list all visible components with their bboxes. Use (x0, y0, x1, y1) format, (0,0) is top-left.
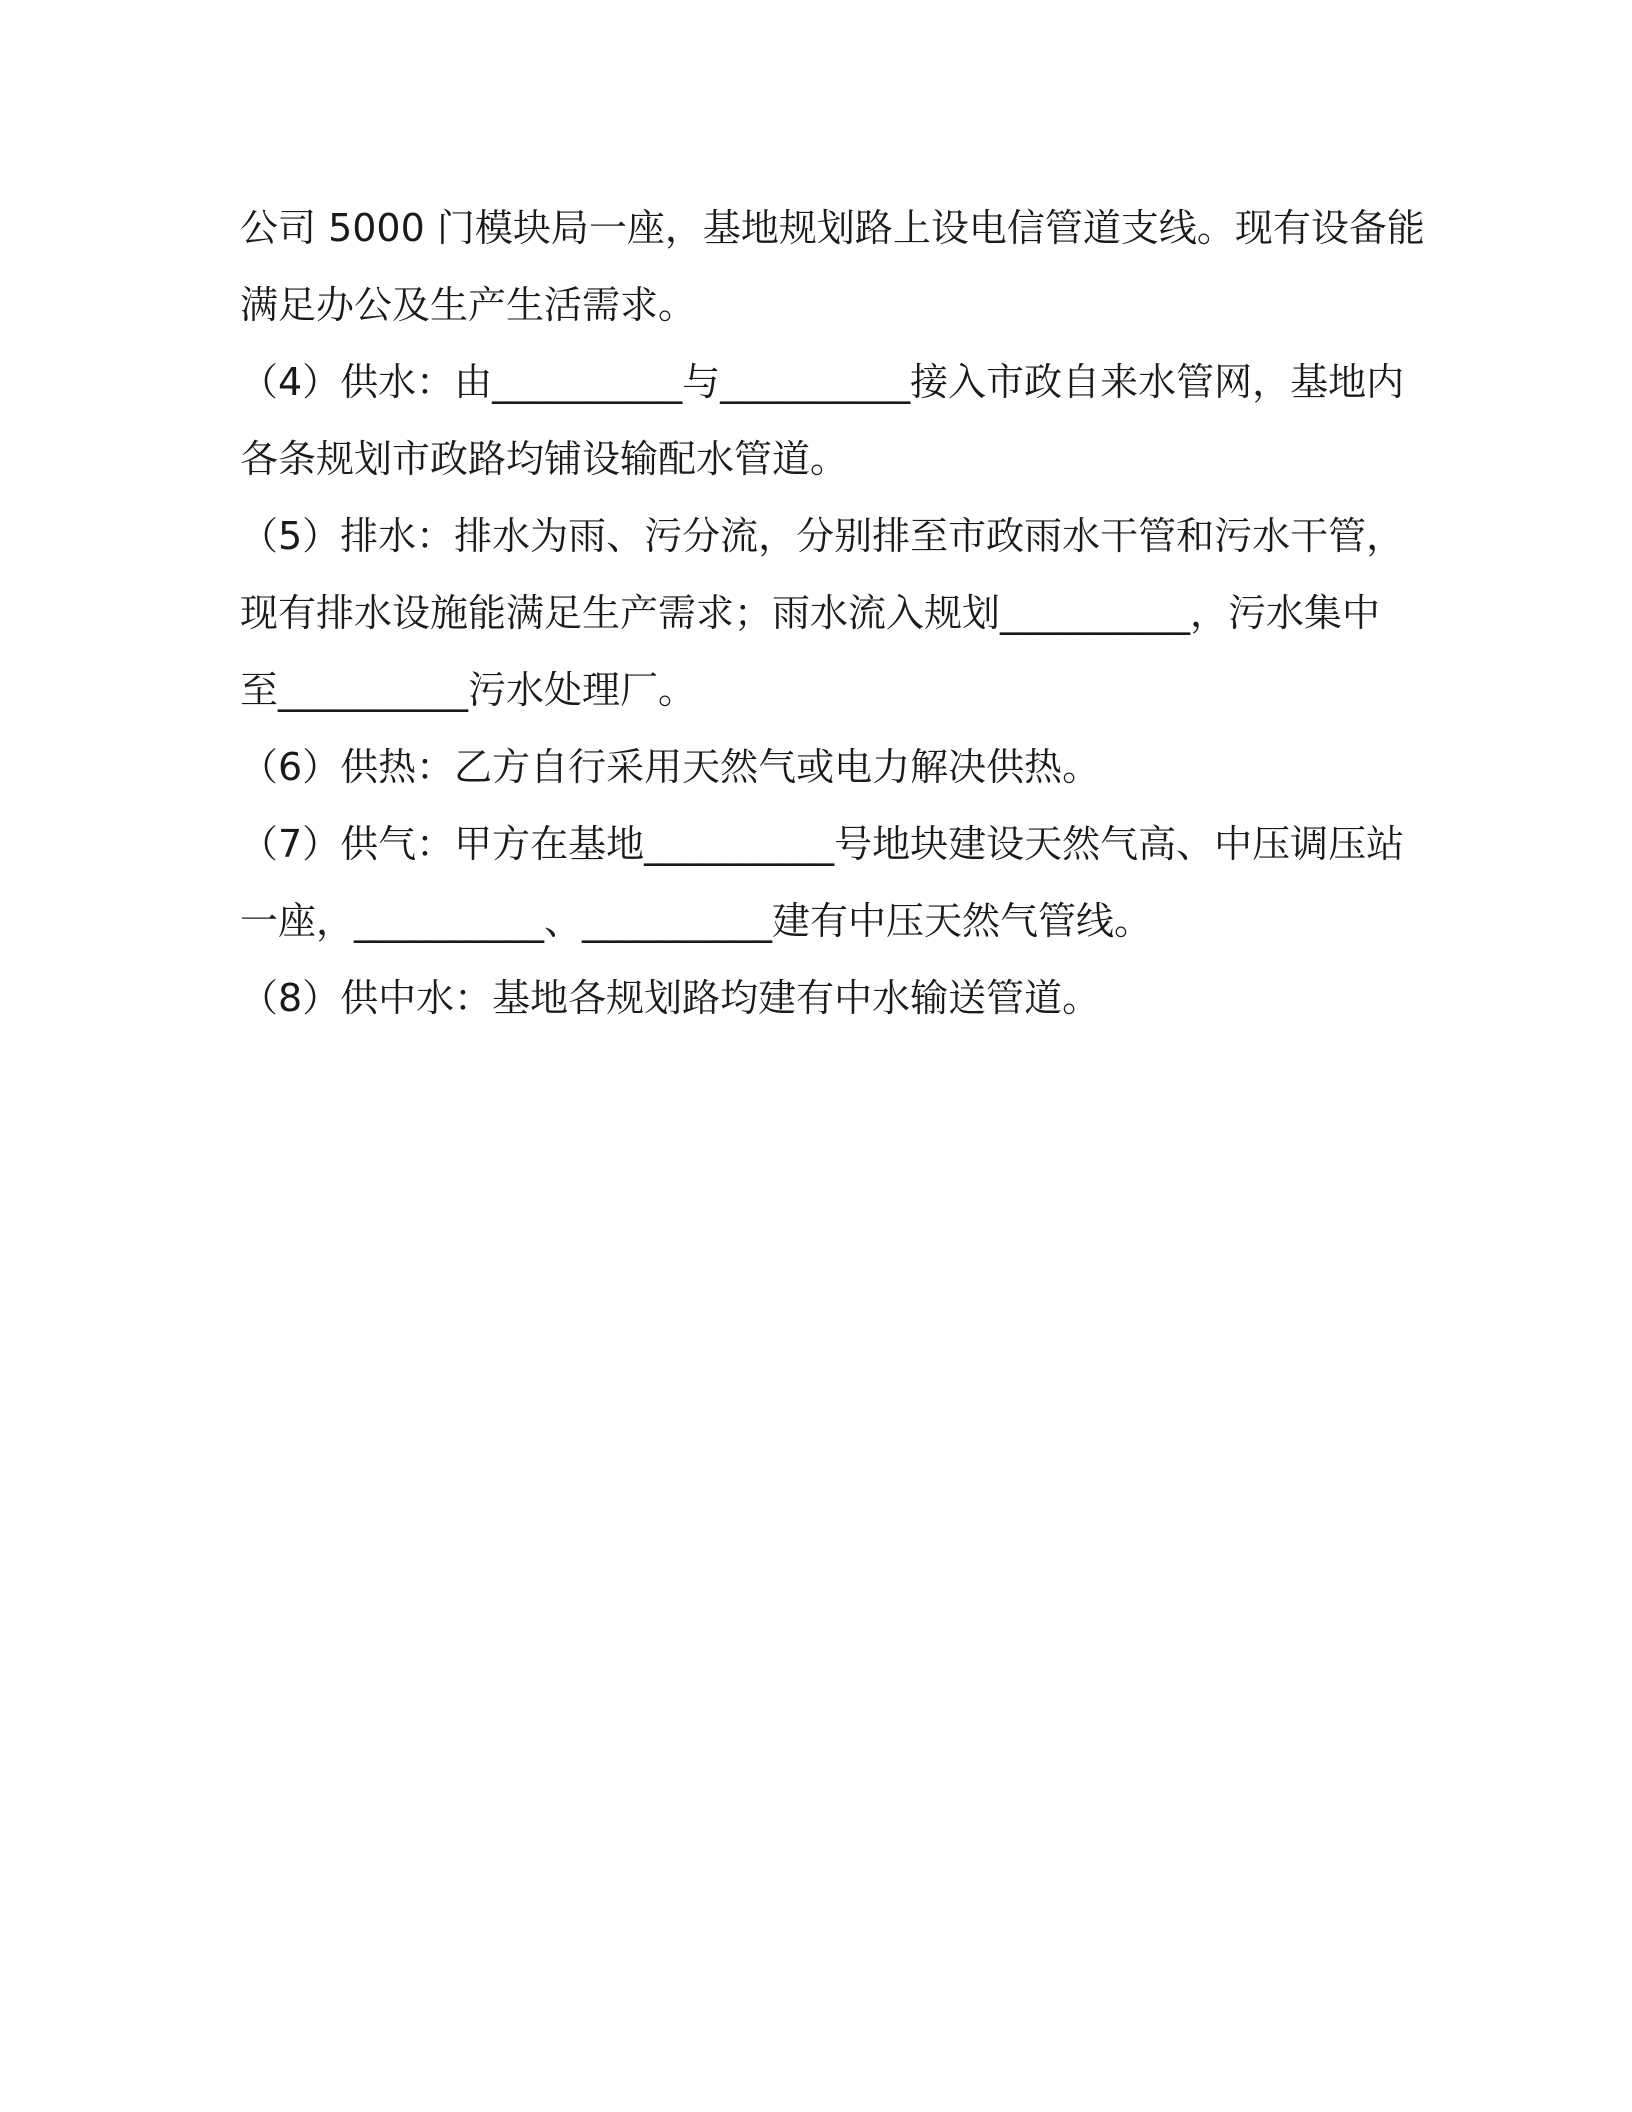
paragraph-drainage-line-3: 至__________污水处理厂。 (240, 668, 697, 712)
paragraph-water-supply-line-1: （4）供水：由__________与__________接入市政自来水管网，基地内 (240, 360, 1405, 404)
document-body (240, 190, 1425, 1037)
paragraph-drainage-line-2: 现有排水设施能满足生产需求；雨水流入规划__________，污水集中 (240, 591, 1381, 635)
paragraph-reclaimed-water: （8）供中水：基地各规划路均建有中水输送管道。 (240, 976, 1101, 1020)
paragraph-gas-line-2: 一座，__________、__________建有中压天然气管线。 (240, 899, 1153, 943)
paragraph-telecom-line-2: 满足办公及生产生活需求。 (240, 283, 697, 327)
paragraph-drainage-line-1: （5）排水：排水为雨、污分流，分别排至市政雨水干管和污水干管， (240, 514, 1405, 558)
paragraph-telecom-line-1: 公司 5000 门模块局一座，基地规划路上设电信管道支线。现有设备能 (240, 206, 1425, 250)
paragraph-water-supply-line-2: 各条规划市政路均铺设输配水管道。 (240, 437, 849, 481)
paragraph-heating: （6）供热：乙方自行采用天然气或电力解决供热。 (240, 745, 1101, 789)
paragraph-gas-line-1: （7）供气：甲方在基地__________号地块建设天然气高、中压调压站 (240, 822, 1405, 866)
